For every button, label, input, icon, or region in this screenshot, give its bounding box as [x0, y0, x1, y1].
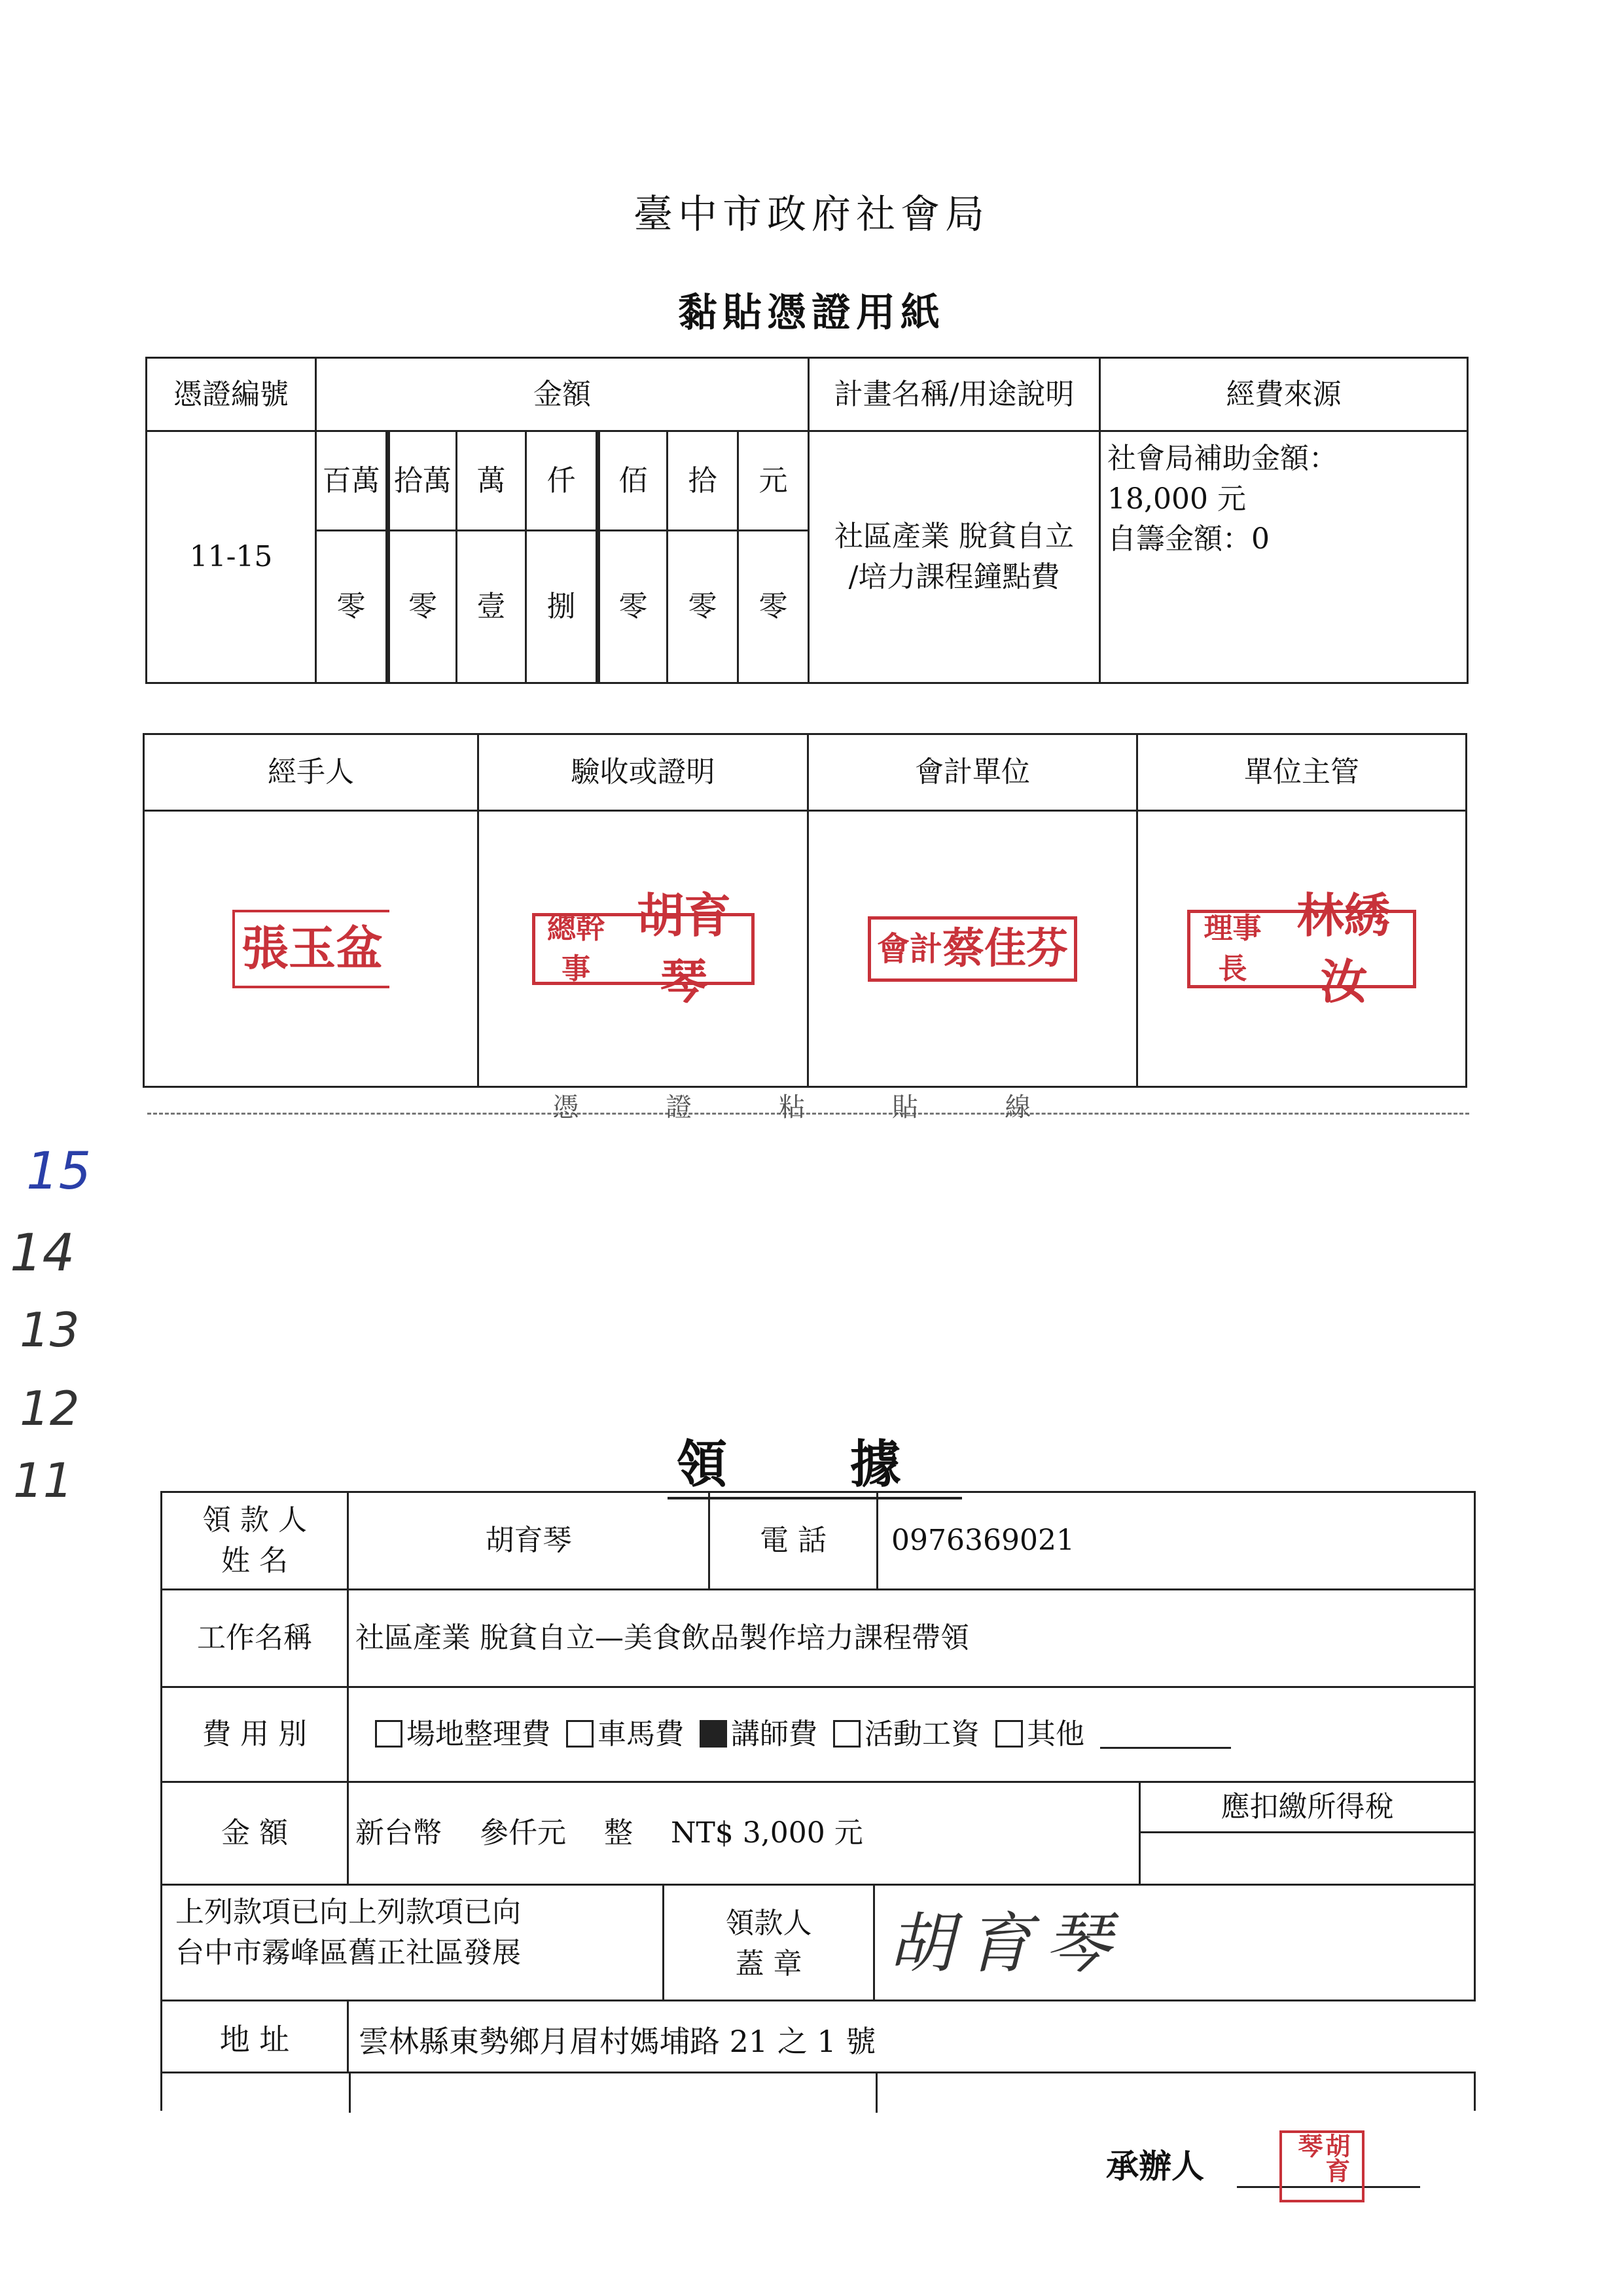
header-handler: 經手人: [143, 733, 479, 812]
plan-line-2: /培力課程鐘點費: [848, 560, 1060, 594]
header-plan: 計畫名稱/用途說明: [808, 357, 1101, 432]
fee-option-0[interactable]: [375, 1717, 550, 1751]
sign-cell-acceptance: [477, 810, 809, 1088]
amount-unit-5: 拾: [666, 430, 739, 531]
amount-unit-4: 佰: [596, 430, 668, 531]
seal-label-line-2: 蓋 章: [735, 1946, 802, 1981]
supervisor-stamp: [1187, 887, 1416, 1009]
phone-value: 0976369021: [876, 1491, 1476, 1590]
bottom-divider: [876, 2073, 878, 2113]
fee-option-2[interactable]: [700, 1717, 817, 1751]
seal-label-line-1: 領款人: [725, 1906, 812, 1940]
checkbox-icon[interactable]: [375, 1720, 402, 1748]
fee-option-label: 其他: [1027, 1717, 1084, 1751]
handler-label: 承辦人: [1106, 2147, 1204, 2185]
form-title: 黏貼憑證用紙: [678, 290, 945, 336]
payee-signature: 胡育琴: [888, 1905, 1124, 1982]
fee-option-label: 車馬費: [597, 1717, 684, 1751]
amount-unit-3: 仟: [525, 430, 597, 531]
funding-line-1: 社會局補助金額：: [1107, 442, 1338, 475]
amount-unit-1: 拾萬: [385, 430, 457, 531]
header-accounting: 會計單位: [807, 733, 1138, 812]
other-blank: [1100, 1721, 1231, 1749]
fee-option-4[interactable]: [995, 1717, 1084, 1751]
header-supervisor: 單位主管: [1136, 733, 1467, 812]
signature-cell: [873, 1884, 1476, 2001]
statement: [160, 1884, 664, 2001]
sign-cell-accounting: [807, 810, 1138, 1088]
fee-option-1[interactable]: [566, 1717, 684, 1751]
handler-stamp: 胡育琴: [1279, 2130, 1364, 2202]
header-voucher-number: 憑證編號: [145, 357, 317, 432]
address-row: [160, 2000, 1476, 2072]
acceptance-stamp-name: 胡育琴: [637, 887, 732, 1009]
amount-value: 新台幣 參仟元 整 NT$ 3,000 元: [347, 1781, 1141, 1886]
header-amount: 金額: [315, 357, 810, 432]
bottom-divider: [349, 2073, 351, 2113]
amount-digit-0: 零: [315, 529, 387, 684]
plan-line-1: 社區產業 脫貧自立: [834, 520, 1074, 554]
address-value: 雲林縣東勢鄉月眉村媽埔路 21 之 1 號: [359, 2024, 876, 2059]
amount-digit-5: 零: [666, 529, 739, 684]
receipt-title: 領 據: [668, 1424, 962, 1499]
sign-cell-handler: [143, 810, 479, 1088]
handler-stamp-name: 張玉盆: [241, 920, 383, 977]
margin-number: 15: [26, 1142, 92, 1201]
acceptance-stamp: [532, 887, 755, 1009]
fee-option-label: 場地整理費: [406, 1717, 550, 1751]
seal-label: [662, 1884, 875, 2001]
margin-number: 14: [10, 1224, 75, 1283]
payee-label: [160, 1491, 349, 1590]
margin-number: 11: [13, 1453, 73, 1508]
supervisor-stamp-title: 理事長: [1204, 911, 1262, 986]
statement-line-1: 上列款項已向上列款項已向: [175, 1895, 521, 1929]
funding-line-2: 18,000 元: [1107, 482, 1246, 516]
amount-label: 金 額: [160, 1781, 349, 1886]
checkbox-icon[interactable]: [700, 1720, 727, 1748]
accounting-stamp-title: 會計: [877, 929, 942, 968]
checkbox-icon[interactable]: [566, 1720, 594, 1748]
payee-name: 胡育琴: [347, 1491, 710, 1590]
payee-label-line-2: 姓 名: [221, 1544, 288, 1577]
paste-line-label: 憑 證 粘 貼 線: [552, 1092, 1071, 1122]
voucher-number: 11-15: [145, 430, 317, 684]
fee-options: [347, 1686, 1476, 1783]
accounting-stamp-name: 蔡佳芬: [942, 924, 1068, 973]
acceptance-stamp-title: 總幹事: [547, 911, 605, 986]
fee-option-label: 講師費: [731, 1717, 817, 1751]
fee-option-3[interactable]: [833, 1717, 980, 1751]
margin-number: 13: [20, 1302, 80, 1357]
job-value: 社區產業 脫貧自立—美食飲品製作培力課程帶領: [347, 1588, 1476, 1688]
plan-description: [808, 430, 1101, 684]
sign-cell-supervisor: [1136, 810, 1467, 1088]
amount-unit-0: 百萬: [315, 430, 387, 531]
amount-digit-6: 零: [737, 529, 810, 684]
header-funding: 經費來源: [1099, 357, 1469, 432]
funding-source: [1099, 430, 1469, 684]
tax-value: [1139, 1831, 1476, 1886]
header-acceptance: 驗收或證明: [477, 733, 809, 812]
amount-digit-4: 零: [596, 529, 668, 684]
fee-options-list: [375, 1714, 1100, 1755]
payee-label-line-1: 領 款 人: [202, 1503, 307, 1537]
accounting-stamp: [868, 916, 1077, 982]
receipt-bottom-row: [160, 2072, 1476, 2111]
fee-option-label: 活動工資: [865, 1717, 980, 1751]
fee-label: 費 用 別: [160, 1686, 349, 1783]
handler-stamp: [232, 910, 389, 988]
amount-unit-6: 元: [737, 430, 810, 531]
amount-digit-1: 零: [385, 529, 457, 684]
amount-digit-2: 壹: [455, 529, 527, 684]
margin-number: 12: [20, 1381, 80, 1436]
amount-unit-2: 萬: [455, 430, 527, 531]
funding-line-3: 自籌金額：0: [1107, 522, 1270, 556]
checkbox-icon[interactable]: [833, 1720, 861, 1748]
checkbox-icon[interactable]: [995, 1720, 1023, 1748]
phone-label: 電 話: [708, 1491, 878, 1590]
tax-label: 應扣繳所得稅: [1139, 1781, 1476, 1833]
statement-line-2: 台中市霧峰區舊正社區發展: [175, 1935, 521, 1969]
supervisor-stamp-name: 林綉汝: [1296, 887, 1391, 1009]
agency-title: 臺中市政府社會局: [633, 192, 990, 238]
amount-digit-3: 捌: [525, 529, 597, 684]
address-label: 地 址: [162, 2001, 349, 2073]
job-label: 工作名稱: [160, 1588, 349, 1688]
